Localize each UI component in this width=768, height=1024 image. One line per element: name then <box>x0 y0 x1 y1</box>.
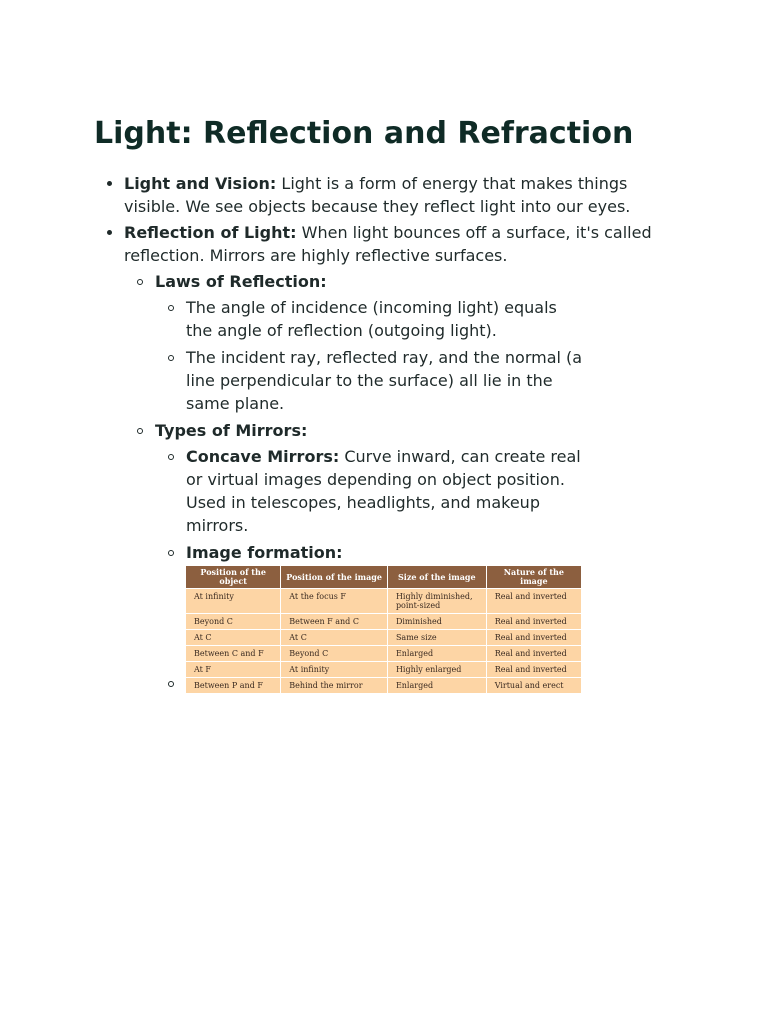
table-row <box>186 630 581 646</box>
table-cell: Between F and C <box>281 614 388 630</box>
item-text: When light bounces off a surface, it's called reflection. Mirrors are highly reflective surfaces. <box>124 223 652 265</box>
main-list <box>94 172 654 693</box>
list-item-light-vision <box>94 172 654 218</box>
image-formation-label: Image formation: <box>186 543 343 562</box>
table-header: Size of the image <box>387 566 486 589</box>
document-content <box>94 172 654 697</box>
table-row <box>186 646 581 662</box>
table-header-row <box>186 566 581 589</box>
table-cell: At C <box>186 630 281 646</box>
table-row <box>186 614 581 630</box>
table-header: Nature of the image <box>486 566 581 589</box>
table-cell: Real and inverted <box>486 646 581 662</box>
table-cell: Highly diminished, point-sized <box>387 589 486 614</box>
table-cell: Same size <box>387 630 486 646</box>
table-cell: Real and inverted <box>486 614 581 630</box>
table-cell: Virtual and erect <box>486 678 581 694</box>
law-item: The angle of incidence (incoming light) equals the angle of reflection (outgoing light). <box>155 296 586 342</box>
table-cell: At the focus F <box>281 589 388 614</box>
reflection-sublist <box>124 270 654 693</box>
table-cell: At infinity <box>281 662 388 678</box>
list-item-reflection <box>94 221 654 693</box>
table-cell: Highly enlarged <box>387 662 486 678</box>
image-formation-table <box>186 566 581 693</box>
table-cell: Real and inverted <box>486 589 581 614</box>
table-cell: Enlarged <box>387 646 486 662</box>
list-item-mirror-types <box>124 419 654 693</box>
page-title: Light: Reflection and Refraction <box>94 116 634 151</box>
item-label: Light and Vision: <box>124 174 277 193</box>
mirror-types-list <box>155 445 654 693</box>
empty-bullet <box>168 681 174 687</box>
concave-label: Concave Mirrors: <box>186 447 340 466</box>
table-header: Position of the image <box>281 566 388 589</box>
item-text: Light is a form of energy that makes things visible. We see objects because they reflect light into our eyes. <box>124 174 631 216</box>
concave-item <box>155 445 586 537</box>
table-cell: At infinity <box>186 589 281 614</box>
mirror-types-label: Types of Mirrors: <box>155 421 308 440</box>
laws-label: Laws of Reflection: <box>155 272 327 291</box>
table-cell: At F <box>186 662 281 678</box>
list-item-laws <box>124 270 654 415</box>
table-cell: Behind the mirror <box>281 678 388 694</box>
table-row <box>186 589 581 614</box>
concave-text: Curve inward, can create real or virtual images depending on object position. Used in telescopes, headlights, and makeup mirrors. <box>186 447 581 535</box>
table-cell: Real and inverted <box>486 630 581 646</box>
table-cell: Diminished <box>387 614 486 630</box>
law-item: The incident ray, reflected ray, and the normal (a line perpendicular to the surface) all lie in the same plane. <box>155 346 586 415</box>
item-label: Reflection of Light: <box>124 223 297 242</box>
table-cell: Between P and F <box>186 678 281 694</box>
image-formation-table-wrap <box>186 566 586 693</box>
table-cell: Beyond C <box>281 646 388 662</box>
laws-list <box>155 296 654 415</box>
table-header: Position of the object <box>186 566 281 589</box>
table-cell: Enlarged <box>387 678 486 694</box>
table-cell: At C <box>281 630 388 646</box>
table-row <box>186 662 581 678</box>
table-row <box>186 678 581 694</box>
image-formation-item <box>155 541 586 693</box>
table-cell: Between C and F <box>186 646 281 662</box>
table-cell: Beyond C <box>186 614 281 630</box>
table-cell: Real and inverted <box>486 662 581 678</box>
